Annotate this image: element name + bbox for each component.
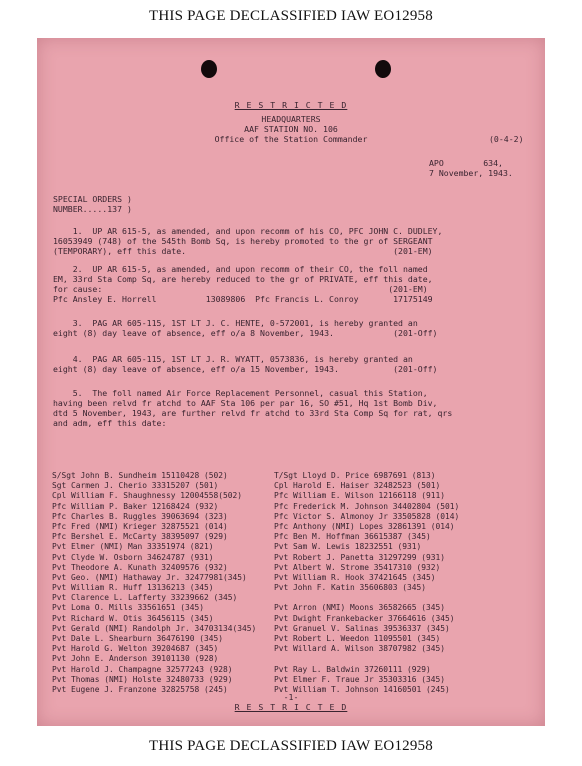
personnel-row bbox=[52, 624, 512, 634]
personnel-row bbox=[52, 593, 512, 603]
personnel-entry: Pvt William R. Huff 13136213 (345) bbox=[52, 583, 214, 593]
apo-line: APO 634, bbox=[429, 158, 503, 168]
personnel-row bbox=[52, 583, 512, 593]
order-date: 7 November, 1943. bbox=[429, 168, 513, 178]
personnel-row bbox=[52, 634, 512, 644]
personnel-entry: T/Sgt Lloyd D. Price 6987691 (813) bbox=[274, 471, 436, 480]
org-line-1: HEADQUARTERS bbox=[261, 114, 321, 124]
personnel-row bbox=[52, 553, 512, 563]
personnel-entry: Pvt Arron (NMI) Moons 36582665 (345) bbox=[274, 603, 446, 613]
personnel-entry: Pvt John E. Anderson 39101130 (928) bbox=[52, 654, 219, 664]
personnel-entry: Pvt Clarence L. Lafferty 33239662 (345) bbox=[52, 593, 238, 603]
personnel-row bbox=[52, 614, 512, 624]
personnel-entry: Pvt William R. Hook 37421645 (345) bbox=[274, 572, 436, 582]
classification-footer: R E S T R I C T E D bbox=[234, 702, 348, 712]
personnel-entry: Pvt Loma O. Mills 33561651 (345) bbox=[52, 603, 205, 613]
personnel-entry: Pfc Anthony (NMI) Lopes 32861391 (014) bbox=[274, 521, 455, 531]
personnel-entry: Pvt John F. Katin 35606803 (345) bbox=[274, 583, 427, 593]
personnel-row bbox=[52, 512, 512, 522]
personnel-entry: Pfc Fred (NMI) Krieger 32875521 (014) bbox=[52, 521, 228, 531]
personnel-entry: Pvt Thomas (NMI) Holste 32480733 (929) bbox=[52, 674, 233, 684]
personnel-entry: Pvt Richard W. Otis 36456115 (345) bbox=[52, 613, 214, 623]
personnel-entry: Pfc William E. Wilson 12166118 (911) bbox=[274, 491, 446, 501]
para5-line: 5. The foll named Air Force Replacement Personnel, casual this Station, bbox=[53, 388, 428, 398]
personnel-row bbox=[52, 502, 512, 512]
personnel-entry: Pfc Charles B. Ruggles 39063694 (323) bbox=[52, 511, 228, 521]
para5-line: and adm, eff this date: bbox=[53, 418, 167, 428]
org-line-3: Office of the Station Commander bbox=[214, 134, 368, 144]
personnel-entry: Pvt Dale L. Shearburn 36476190 (345) bbox=[52, 634, 224, 643]
personnel-list bbox=[52, 471, 512, 695]
personnel-entry: S/Sgt John B. Sundheim 15110428 (502) bbox=[52, 471, 228, 480]
para4-line: 4. PAG AR 605-115, 1ST LT J. R. WYATT, 0573836, is hereby granted an bbox=[53, 354, 413, 364]
personnel-row bbox=[52, 665, 512, 675]
personnel-entry: Pvt Elmer F. Traue Jr 35303316 (345) bbox=[274, 674, 446, 684]
para2-line: for cause: (201-EM) bbox=[53, 284, 428, 294]
personnel-entry: Pfc Bershel E. McCarty 38395097 (929) bbox=[52, 532, 228, 542]
personnel-entry: Pvt Theodore A. Kunath 32409576 (932) bbox=[52, 562, 228, 572]
para1-line: (TEMPORARY), eff this date. (201-EM) bbox=[53, 246, 433, 256]
para1-line: 1. UP AR 615-5, as amended, and upon recomm of his CO, PFC JOHN C. DUDLEY, bbox=[53, 226, 443, 236]
personnel-entry: Sgt Carmen J. Cherio 33315207 (501) bbox=[52, 481, 219, 491]
para3-line: eight (8) day leave of absence, eff o/a 8 November, 1943. (201-Off) bbox=[53, 328, 438, 338]
personnel-entry: Pvt Gerald (NMI) Randolph Jr. 34703134(345) bbox=[52, 623, 257, 633]
personnel-entry bbox=[270, 654, 512, 664]
para5-line: having been relvd fr atchd to AAF Sta 106 per par 16, SO #51, Hq 1st Bomb Div, bbox=[53, 398, 438, 408]
para1-line: 16053949 (748) of the 545th Bomb Sq, is hereby promoted to the gr of SERGEANT bbox=[53, 236, 433, 246]
declassified-banner-top: THIS PAGE DECLASSIFIED IAW EO12958 bbox=[149, 8, 433, 24]
special-orders-title: SPECIAL ORDERS ) bbox=[53, 194, 132, 204]
personnel-row bbox=[52, 675, 512, 685]
para3-line: 3. PAG AR 605-115, 1ST LT J. C. HENTE, 0-572001, is hereby granted an bbox=[53, 318, 418, 328]
personnel-entry: Cpl Harold E. Haiser 32482523 (501) bbox=[274, 481, 441, 491]
para2-line: 2. UP AR 615-5, as amended, and upon recomm of their CO, the foll named bbox=[53, 264, 428, 274]
file-code: (0-4-2) bbox=[489, 134, 524, 144]
personnel-row bbox=[52, 563, 512, 573]
personnel-row bbox=[52, 542, 512, 552]
personnel-entry: Pvt Ray L. Baldwin 37260111 (929) bbox=[274, 664, 431, 674]
personnel-entry: Pvt Robert L. Weedon 11095501 (345) bbox=[274, 634, 441, 643]
personnel-entry: Pvt Granuel V. Salinas 39536337 (345) bbox=[274, 623, 450, 633]
personnel-entry: Pvt Harold J. Champagne 32577243 (928) bbox=[52, 664, 233, 674]
personnel-row bbox=[52, 491, 512, 501]
para2-line: Pfc Ansley E. Horrell 13089806 Pfc Francis L. Conroy 17175149 bbox=[53, 294, 433, 304]
declassified-banner-bottom: THIS PAGE DECLASSIFIED IAW EO12958 bbox=[149, 738, 433, 754]
personnel-entry: Pvt Geo. (NMI) Hathaway Jr. 32477981(345) bbox=[52, 572, 247, 582]
para2-line: EM, 33rd Sta Comp Sq, are hereby reduced to the gr of PRIVATE, eff this date, bbox=[53, 274, 433, 284]
para4-line: eight (8) day leave of absence, eff o/a 15 November, 1943. (201-Off) bbox=[53, 364, 438, 374]
personnel-entry: Cpl William F. Shaughnessy 12004558(502) bbox=[52, 491, 243, 501]
org-line-2: AAF STATION NO. 106 bbox=[244, 124, 338, 134]
personnel-entry: Pvt Dwight Frankebacker 37664616 (345) bbox=[274, 613, 455, 623]
personnel-row bbox=[52, 654, 512, 664]
personnel-entry: Pvt Albert W. Strome 35417310 (932) bbox=[274, 562, 441, 572]
personnel-entry: Pvt Robert J. Panetta 31297299 (931) bbox=[274, 552, 446, 562]
personnel-entry: Pfc Victor S. Almonoy Jr 33505828 (014) bbox=[274, 511, 460, 521]
punch-hole-icon bbox=[201, 60, 217, 78]
personnel-entry: Pfc Ben M. Hoffman 36615387 (345) bbox=[274, 532, 431, 542]
personnel-row bbox=[52, 573, 512, 583]
personnel-row bbox=[52, 532, 512, 542]
personnel-row bbox=[52, 471, 512, 481]
personnel-row bbox=[52, 481, 512, 491]
personnel-entry: Pvt Harold G. Welton 39204687 (345) bbox=[52, 644, 219, 654]
personnel-entry: Pvt Sam W. Lewis 18232551 (931) bbox=[274, 542, 422, 552]
para5-line: dtd 5 November, 1943, are further relvd fr atchd to 33rd Sta Comp Sq for rat, qrs bbox=[53, 408, 453, 418]
special-orders-number: NUMBER.....137 ) bbox=[53, 204, 132, 214]
personnel-entry bbox=[270, 593, 512, 603]
personnel-row bbox=[52, 644, 512, 654]
personnel-entry: Pvt William T. Johnson 14160501 (245) bbox=[274, 684, 450, 694]
classification-header: R E S T R I C T E D bbox=[234, 100, 348, 110]
personnel-row bbox=[52, 685, 512, 695]
personnel-entry: Pfc William P. Baker 12168424 (932) bbox=[52, 501, 219, 511]
personnel-entry: Pvt Eugene J. Franzone 32825758 (245) bbox=[52, 684, 228, 694]
punch-hole-icon bbox=[375, 60, 391, 78]
personnel-row bbox=[52, 603, 512, 613]
personnel-entry: Pvt Elmer (NMI) Man 33351974 (821) bbox=[52, 542, 214, 552]
page-number: -1- bbox=[283, 692, 299, 702]
personnel-entry: Pvt Willard A. Wilson 38707982 (345) bbox=[274, 644, 446, 654]
personnel-entry: Pfc Frederick M. Johnson 34402804 (501) bbox=[274, 501, 460, 511]
personnel-entry: Pvt Clyde W. Osborn 34624787 (931) bbox=[52, 552, 214, 562]
personnel-row bbox=[52, 522, 512, 532]
